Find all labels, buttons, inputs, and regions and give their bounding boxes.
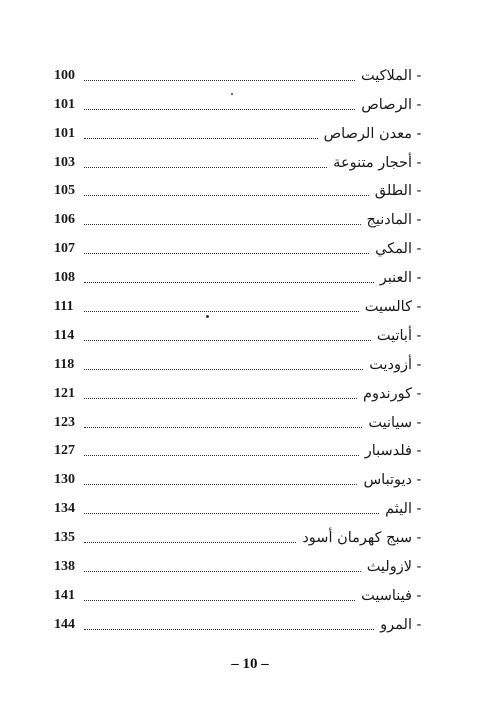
toc-entry-title: سيانيت [368, 414, 412, 431]
table-of-contents [54, 60, 426, 638]
toc-entry-title: فلدسبار [364, 443, 412, 460]
toc-page-number: 134 [54, 501, 75, 517]
toc-entry [54, 609, 426, 638]
page-number-footer: – 10 – [231, 656, 269, 672]
dot-leader [84, 542, 296, 543]
toc-page-number: 103 [54, 154, 75, 170]
dot-leader [84, 513, 379, 514]
toc-entry-title: الطلق [374, 183, 412, 200]
toc-entry [54, 580, 426, 609]
toc-bullet: - [416, 212, 422, 229]
toc-entry-title: المكي [375, 241, 412, 258]
toc-entry [54, 551, 426, 580]
toc-entry [54, 407, 426, 436]
toc-bullet: - [416, 183, 422, 200]
toc-bullet: - [416, 299, 422, 316]
toc-page-number: 118 [54, 356, 75, 372]
toc-entry [54, 291, 426, 320]
toc-bullet: - [416, 356, 422, 373]
toc-page-number: 123 [54, 414, 75, 430]
toc-bullet: - [416, 414, 422, 431]
toc-bullet: - [416, 327, 422, 344]
toc-entry-title: كالسيت [364, 299, 412, 316]
toc-bullet: - [416, 472, 422, 489]
toc-bullet: - [416, 559, 422, 576]
toc-page-number: 100 [54, 67, 75, 83]
dot-leader [84, 427, 362, 428]
toc-entry [54, 436, 426, 465]
toc-bullet: - [416, 501, 422, 518]
toc-bullet: - [416, 96, 422, 113]
toc-entry [54, 233, 426, 262]
dot-leader [84, 282, 374, 283]
toc-entry [54, 320, 426, 349]
toc-entry-title: العنبر [379, 270, 412, 287]
dot-leader [84, 80, 355, 81]
toc-page-number: 138 [54, 559, 75, 575]
toc-page-number: 107 [54, 241, 75, 257]
print-speck [206, 315, 209, 318]
toc-bullet: - [416, 241, 422, 258]
dot-leader [84, 224, 361, 225]
toc-entry-title: سبج كهرمان أسود [302, 530, 412, 547]
toc-page-number: 108 [54, 270, 75, 286]
toc-entry [54, 147, 426, 176]
toc-page-number: 121 [54, 385, 75, 401]
toc-entry-title: الرصاص [361, 96, 412, 113]
dot-leader [84, 195, 369, 196]
dot-leader [84, 340, 371, 341]
toc-entry-title: أزوديت [369, 356, 412, 373]
toc-bullet: - [416, 587, 422, 604]
dot-leader [84, 253, 369, 254]
toc-entry [54, 522, 426, 551]
dot-leader [84, 311, 359, 312]
toc-entry-title: ديوتباس [363, 472, 412, 489]
toc-page-number: 106 [54, 212, 75, 228]
toc-entry [54, 349, 426, 378]
toc-entry [54, 204, 426, 233]
toc-page-number: 114 [54, 327, 75, 343]
toc-entry [54, 464, 426, 493]
toc-bullet: - [416, 154, 422, 171]
toc-entry [54, 378, 426, 407]
toc-entry-title: أحجار متنوعة [333, 154, 412, 171]
toc-bullet: - [416, 443, 422, 460]
toc-entry-title: اليثم [385, 501, 412, 518]
toc-entry-title: أباتيت [376, 327, 412, 344]
toc-page-number: 105 [54, 183, 75, 199]
toc-bullet: - [416, 530, 422, 547]
toc-entry-title: الملاكيت [361, 67, 412, 84]
toc-page-number: 101 [54, 96, 75, 112]
toc-entry [54, 60, 426, 89]
toc-page-number: 127 [54, 443, 75, 459]
dot-leader [84, 629, 374, 630]
toc-page-number: 144 [54, 616, 75, 632]
toc-page-number: 135 [54, 530, 75, 546]
dot-leader [84, 398, 357, 399]
dot-leader [84, 455, 359, 456]
toc-page-number: 141 [54, 587, 75, 603]
dot-leader [84, 600, 355, 601]
toc-entry-title: معدن الرصاص [323, 125, 412, 142]
toc-entry-title: فيناسيت [361, 587, 412, 604]
dot-leader [84, 138, 318, 139]
toc-entry [54, 89, 426, 118]
dot-leader [84, 571, 361, 572]
dot-leader [84, 484, 357, 485]
toc-entry [54, 262, 426, 291]
toc-page-number: 101 [54, 125, 75, 141]
toc-entry [54, 176, 426, 205]
toc-page-number: 130 [54, 472, 75, 488]
toc-bullet: - [416, 270, 422, 287]
toc-entry-title: كورندوم [362, 385, 412, 402]
toc-bullet: - [416, 385, 422, 402]
dot-leader [84, 109, 355, 110]
dot-leader [84, 369, 363, 370]
toc-entry-title: المادنيج [366, 212, 412, 229]
toc-page-number: 111 [54, 299, 74, 315]
dot-leader [84, 167, 327, 168]
toc-entry-title: المرو [380, 616, 412, 633]
toc-bullet: - [416, 616, 422, 633]
toc-entry [54, 118, 426, 147]
toc-entry-title: لازوليث [366, 559, 412, 576]
toc-bullet: - [416, 125, 422, 142]
toc-entry [54, 493, 426, 522]
toc-bullet: - [416, 67, 422, 84]
print-speck [231, 93, 233, 95]
